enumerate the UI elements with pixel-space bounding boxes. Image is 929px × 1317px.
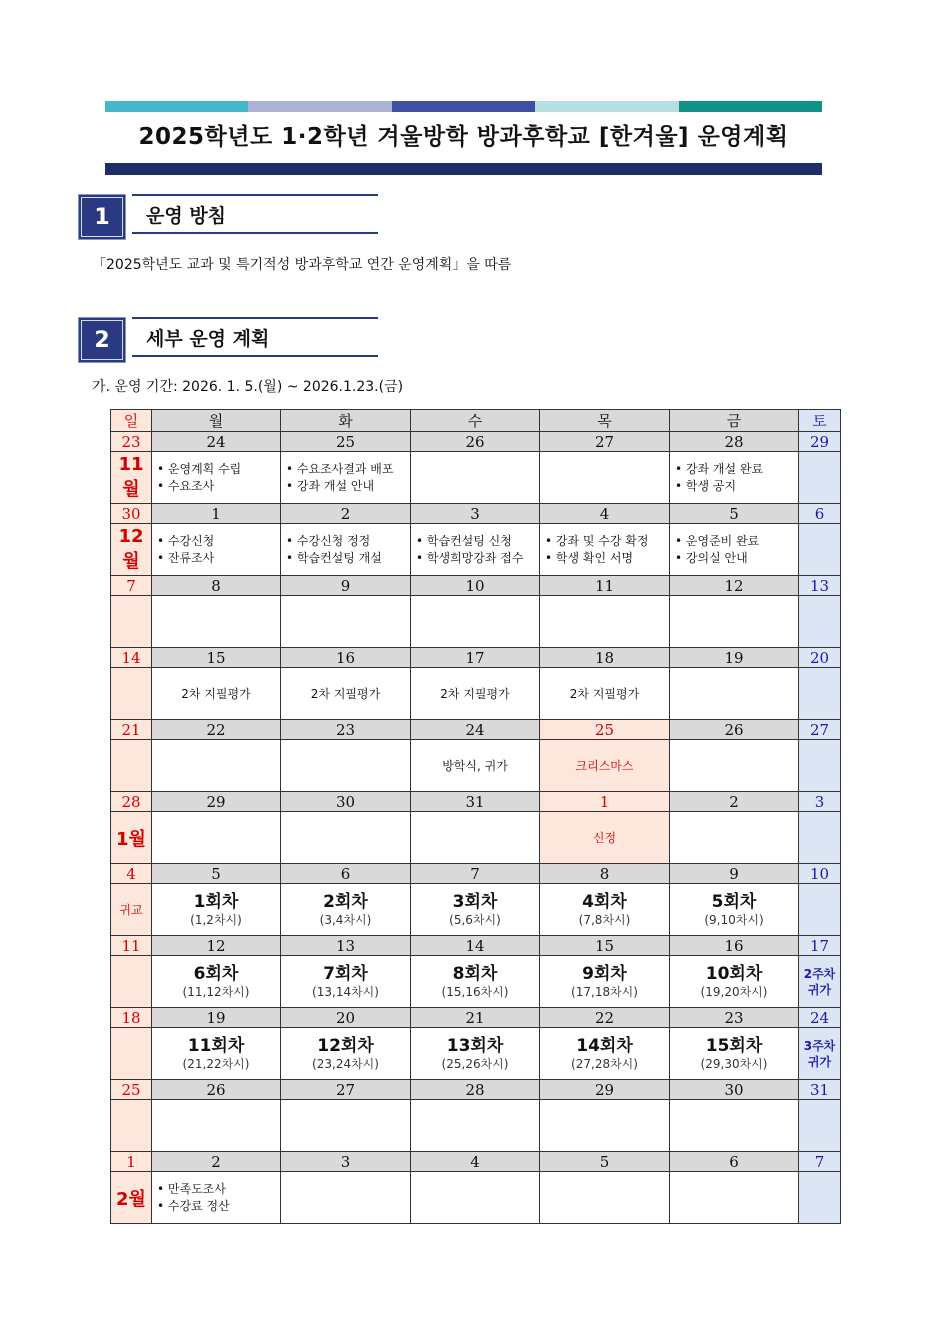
event-row	[111, 812, 841, 864]
task-item: • 운영준비 완료	[675, 533, 798, 550]
session-hours: (25,26차시)	[441, 1056, 509, 1071]
event-cell	[152, 1028, 281, 1080]
date-cell: 13	[281, 936, 411, 956]
weekday-header: 월	[152, 410, 281, 432]
event-cell	[281, 1172, 411, 1224]
event-cell	[411, 452, 540, 504]
date-cell: 25	[281, 432, 411, 452]
date-cell: 31	[799, 1080, 841, 1100]
holiday-note: 신정	[592, 831, 617, 845]
event-cell	[540, 668, 670, 720]
session-label: 8회차	[452, 963, 498, 984]
date-cell: 29	[152, 792, 281, 812]
date-cell: 19	[670, 648, 799, 668]
date-cell: 19	[152, 1008, 281, 1028]
event-cell	[540, 452, 670, 504]
policy-text: 「2025학년도 교과 및 특기적성 방과후학교 연간 운영계획」을 따름	[92, 257, 512, 273]
event-cell	[540, 884, 670, 936]
date-cell: 1	[152, 504, 281, 524]
date-cell: 12	[152, 936, 281, 956]
weekend-note-line: 2주차	[803, 966, 836, 981]
event-cell	[152, 596, 281, 648]
event-cell	[152, 884, 281, 936]
date-cell: 24	[411, 720, 540, 740]
event-note: 2차 지필평가	[181, 687, 251, 701]
session-hours: (7,8차시)	[578, 912, 631, 927]
session-label: 12회차	[317, 1035, 374, 1056]
date-cell: 6	[799, 504, 841, 524]
date-cell: 17	[411, 648, 540, 668]
event-cell	[670, 956, 799, 1008]
task-item: • 학습컨설팅 개설	[286, 550, 410, 567]
session-label: 13회차	[446, 1035, 504, 1056]
event-cell	[111, 884, 152, 936]
date-cell: 16	[281, 648, 411, 668]
task-list	[670, 461, 798, 495]
session-hours: (19,20차시)	[700, 984, 768, 999]
event-row	[111, 956, 841, 1008]
event-cell	[799, 1028, 841, 1080]
date-cell: 28	[411, 1080, 540, 1100]
task-item: • 수강료 정산	[157, 1198, 280, 1215]
event-cell	[799, 956, 841, 1008]
weekend-return-note	[799, 1038, 840, 1070]
event-cell	[111, 1172, 152, 1224]
task-item: • 수요조사결과 배포	[286, 461, 410, 478]
operation-period: 가. 운영 기간: 2026. 1. 5.(월) ~ 2026.1.23.(금)	[92, 379, 404, 395]
weekday-header-row	[111, 410, 841, 432]
session-hours: (15,16차시)	[441, 984, 509, 999]
date-cell: 11	[540, 576, 670, 596]
event-cell	[152, 740, 281, 792]
event-cell	[799, 740, 841, 792]
bar-segment	[392, 101, 535, 112]
weekday-header: 금	[670, 410, 799, 432]
date-cell: 22	[152, 720, 281, 740]
date-cell: 25	[540, 720, 670, 740]
date-row	[111, 1008, 841, 1028]
task-list	[152, 461, 280, 495]
date-row	[111, 1080, 841, 1100]
event-cell	[411, 884, 540, 936]
task-item: • 강좌 개설 완료	[675, 461, 798, 478]
date-cell: 8	[540, 864, 670, 884]
event-row	[111, 668, 841, 720]
month-label: 12월	[118, 526, 144, 572]
task-item: • 강의실 안내	[675, 550, 798, 567]
date-cell: 3	[799, 792, 841, 812]
date-cell: 10	[411, 576, 540, 596]
date-cell: 2	[670, 792, 799, 812]
date-cell: 29	[799, 432, 841, 452]
date-cell: 6	[281, 864, 411, 884]
session-hours: (3,4차시)	[319, 912, 372, 927]
month-label: 1월	[116, 828, 146, 850]
date-row	[111, 792, 841, 812]
event-cell	[670, 740, 799, 792]
date-cell: 7	[111, 576, 152, 596]
date-cell: 21	[411, 1008, 540, 1028]
event-cell	[152, 668, 281, 720]
date-row	[111, 936, 841, 956]
weekend-note-line: 3주차	[803, 1038, 836, 1053]
session-hours: (1,2차시)	[190, 912, 242, 927]
session-label: 15회차	[705, 1035, 763, 1056]
event-note: 2차 지필평가	[310, 687, 381, 701]
bar-segment	[535, 101, 678, 112]
task-item: • 학생 확인 서명	[545, 550, 669, 567]
date-cell: 9	[670, 864, 799, 884]
date-cell: 12	[670, 576, 799, 596]
event-cell	[411, 956, 540, 1008]
event-cell	[411, 668, 540, 720]
date-cell: 14	[111, 648, 152, 668]
date-cell: 8	[152, 576, 281, 596]
session-label: 7회차	[323, 963, 368, 984]
section-1-number: 1	[78, 194, 126, 240]
event-cell	[111, 668, 152, 720]
date-cell: 17	[799, 936, 841, 956]
date-cell: 20	[281, 1008, 411, 1028]
event-cell	[152, 812, 281, 864]
event-cell	[540, 812, 670, 864]
title-underline-bar	[105, 163, 822, 175]
event-cell	[411, 740, 540, 792]
session-label: 6회차	[193, 963, 239, 984]
date-cell: 26	[411, 432, 540, 452]
event-cell	[799, 1100, 841, 1152]
date-cell: 6	[670, 1152, 799, 1172]
event-cell	[281, 596, 411, 648]
date-cell: 5	[670, 504, 799, 524]
weekday-header: 목	[540, 410, 670, 432]
event-cell	[411, 1028, 540, 1080]
date-cell: 3	[281, 1152, 411, 1172]
date-row	[111, 720, 841, 740]
date-cell: 1	[540, 792, 670, 812]
bar-segment	[679, 101, 822, 112]
session-hours: (13,14차시)	[312, 984, 379, 999]
event-cell	[540, 956, 670, 1008]
date-cell: 23	[281, 720, 411, 740]
task-list	[281, 533, 410, 567]
event-cell	[670, 1100, 799, 1152]
event-row	[111, 1172, 841, 1224]
session-label: 1회차	[193, 891, 239, 912]
bar-segment	[248, 101, 391, 112]
event-cell	[152, 1100, 281, 1152]
task-item: • 운영계획 수립	[157, 461, 280, 478]
date-cell: 15	[540, 936, 670, 956]
section-2-number: 2	[78, 317, 126, 363]
session-hours: (27,28차시)	[571, 1056, 638, 1071]
event-cell	[799, 452, 841, 504]
date-cell: 24	[152, 432, 281, 452]
event-cell	[111, 1100, 152, 1152]
session-label: 5회차	[711, 891, 757, 912]
date-cell: 23	[670, 1008, 799, 1028]
event-cell	[540, 740, 670, 792]
date-row	[111, 864, 841, 884]
section-1-title: 운영 방침	[132, 194, 378, 234]
session-hours: (17,18차시)	[571, 984, 638, 999]
date-cell: 3	[411, 504, 540, 524]
date-cell: 15	[152, 648, 281, 668]
date-cell: 27	[281, 1080, 411, 1100]
task-item: • 강좌 및 수강 확정	[545, 533, 669, 550]
session-hours: (11,12차시)	[182, 984, 250, 999]
task-item: • 만족도조사	[157, 1181, 280, 1198]
event-cell	[281, 812, 411, 864]
task-item: • 수요조사	[157, 478, 280, 495]
date-cell: 28	[111, 792, 152, 812]
event-cell	[670, 452, 799, 504]
bar-segment	[105, 101, 248, 112]
session-hours: (9,10차시)	[704, 912, 764, 927]
event-row	[111, 1028, 841, 1080]
event-row	[111, 1100, 841, 1152]
date-cell: 22	[540, 1008, 670, 1028]
event-cell	[111, 740, 152, 792]
date-cell: 26	[152, 1080, 281, 1100]
event-cell	[670, 1172, 799, 1224]
date-cell: 27	[540, 432, 670, 452]
event-row	[111, 524, 841, 576]
task-item: • 수강신청 정정	[286, 533, 410, 550]
date-cell: 4	[411, 1152, 540, 1172]
event-cell	[540, 1172, 670, 1224]
session-label: 11회차	[187, 1035, 245, 1056]
title-decoration-bar	[105, 101, 822, 112]
date-cell: 24	[799, 1008, 841, 1028]
date-cell: 21	[111, 720, 152, 740]
event-row	[111, 740, 841, 792]
event-cell	[411, 1172, 540, 1224]
event-cell	[540, 1100, 670, 1152]
event-cell	[540, 524, 670, 576]
event-cell	[670, 668, 799, 720]
event-row	[111, 452, 841, 504]
event-note: 2차 지필평가	[569, 687, 640, 701]
date-cell: 16	[670, 936, 799, 956]
weekend-note-line: 귀가	[807, 1054, 832, 1069]
section-2-title: 세부 운영 계획	[132, 317, 378, 357]
weekday-header: 토	[799, 410, 841, 432]
event-cell	[670, 1028, 799, 1080]
weekday-header: 일	[111, 410, 152, 432]
date-cell: 7	[411, 864, 540, 884]
event-cell	[281, 668, 411, 720]
schedule-calendar	[110, 409, 841, 1224]
event-row	[111, 596, 841, 648]
event-cell	[111, 956, 152, 1008]
date-cell: 31	[411, 792, 540, 812]
date-cell: 2	[281, 504, 411, 524]
weekend-note-line: 귀가	[807, 982, 832, 997]
event-cell	[799, 596, 841, 648]
date-row	[111, 648, 841, 668]
task-list	[281, 461, 410, 495]
session-hours: (21,22차시)	[182, 1056, 250, 1071]
date-row	[111, 504, 841, 524]
task-item: • 학생 공지	[675, 478, 798, 495]
event-cell	[670, 524, 799, 576]
date-row	[111, 1152, 841, 1172]
session-hours: (29,30차시)	[700, 1056, 768, 1071]
event-cell	[540, 596, 670, 648]
event-cell	[152, 452, 281, 504]
session-hours: (5,6차시)	[449, 912, 501, 927]
session-label: 14회차	[576, 1035, 633, 1056]
event-cell	[411, 524, 540, 576]
date-cell: 5	[152, 864, 281, 884]
task-list	[411, 533, 539, 567]
date-cell: 4	[540, 504, 670, 524]
event-cell	[281, 956, 411, 1008]
session-label: 3회차	[452, 891, 498, 912]
event-cell	[670, 884, 799, 936]
date-cell: 30	[111, 504, 152, 524]
month-label: 2월	[116, 1188, 146, 1210]
date-cell: 30	[281, 792, 411, 812]
weekday-header: 수	[411, 410, 540, 432]
date-cell: 14	[411, 936, 540, 956]
event-cell	[111, 1028, 152, 1080]
event-note: 2차 지필평가	[440, 687, 510, 701]
event-cell	[281, 524, 411, 576]
event-cell	[152, 1172, 281, 1224]
session-label: 4회차	[582, 891, 627, 912]
event-cell	[111, 524, 152, 576]
event-cell	[799, 1172, 841, 1224]
event-cell	[111, 452, 152, 504]
date-cell: 28	[670, 432, 799, 452]
event-cell	[799, 884, 841, 936]
date-cell: 27	[799, 720, 841, 740]
session-label: 10회차	[705, 963, 763, 984]
holiday-note: 크리스마스	[575, 759, 634, 773]
event-row	[111, 884, 841, 936]
date-cell: 26	[670, 720, 799, 740]
event-cell	[670, 596, 799, 648]
date-cell: 18	[111, 1008, 152, 1028]
weekday-header: 화	[281, 410, 411, 432]
date-cell: 29	[540, 1080, 670, 1100]
date-cell: 11	[111, 936, 152, 956]
event-cell	[281, 1100, 411, 1152]
date-cell: 9	[281, 576, 411, 596]
event-cell	[540, 1028, 670, 1080]
date-cell: 25	[111, 1080, 152, 1100]
event-cell	[670, 812, 799, 864]
event-cell	[281, 740, 411, 792]
task-item: • 잔류조사	[157, 550, 280, 567]
task-list	[670, 533, 798, 567]
event-cell	[799, 524, 841, 576]
date-cell: 30	[670, 1080, 799, 1100]
event-cell	[799, 668, 841, 720]
event-cell	[411, 596, 540, 648]
date-cell: 5	[540, 1152, 670, 1172]
session-label: 9회차	[582, 963, 627, 984]
month-label: 11월	[118, 454, 144, 500]
event-cell	[799, 812, 841, 864]
task-list	[152, 533, 280, 567]
event-cell	[411, 812, 540, 864]
session-label: 2회차	[323, 891, 368, 912]
event-cell	[281, 1028, 411, 1080]
date-cell: 23	[111, 432, 152, 452]
task-item: • 학습컨설팅 신청	[416, 533, 539, 550]
task-list	[540, 533, 669, 567]
date-cell: 20	[799, 648, 841, 668]
document-title: 2025학년도 1·2학년 겨울방학 방과후학교 [한겨울] 운영계획	[138, 124, 789, 150]
event-cell	[152, 956, 281, 1008]
task-item: • 수강신청	[157, 533, 280, 550]
task-item: • 강좌 개설 안내	[286, 478, 410, 495]
weekend-return-note	[799, 966, 840, 998]
date-row	[111, 576, 841, 596]
date-cell: 13	[799, 576, 841, 596]
task-list	[152, 1181, 280, 1215]
session-hours: (23,24차시)	[312, 1056, 379, 1071]
event-cell	[281, 452, 411, 504]
return-note: 귀교	[119, 903, 143, 917]
event-cell	[281, 884, 411, 936]
date-cell: 2	[152, 1152, 281, 1172]
date-cell: 1	[111, 1152, 152, 1172]
date-cell: 10	[799, 864, 841, 884]
date-row	[111, 432, 841, 452]
event-cell	[111, 596, 152, 648]
date-cell: 7	[799, 1152, 841, 1172]
task-item: • 학생희망강좌 접수	[416, 550, 539, 567]
event-cell	[111, 812, 152, 864]
date-cell: 18	[540, 648, 670, 668]
date-cell: 4	[111, 864, 152, 884]
event-note: 방학식, 귀가	[442, 759, 508, 773]
event-cell	[152, 524, 281, 576]
event-cell	[411, 1100, 540, 1152]
